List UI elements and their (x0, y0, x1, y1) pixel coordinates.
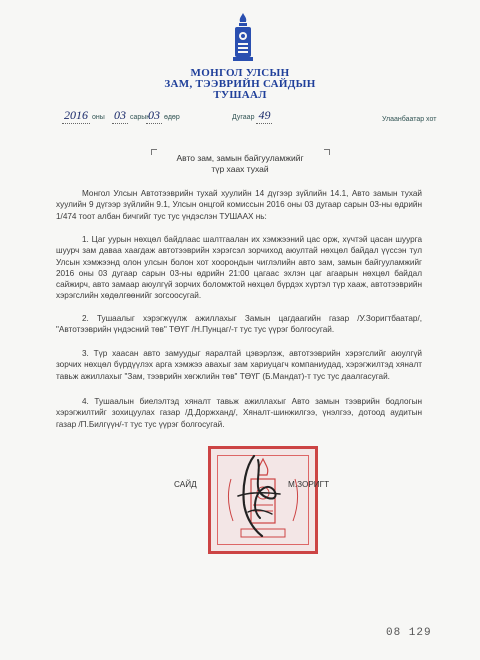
paragraph-4: 4. Тушаалын биелэлтэд хяналт тавьж ажиллахыг Авто замын тээврийн бодлогын хэрэгжилтийг зохицуулах газар /Д.Доржханд/, Хяналт-шинжилгээ, үнэлгээ, дотоод аудитын газар /П.Билгүүн/-т тус тус үүрэг болгосугай. (56, 397, 422, 429)
number-label: Дугаар (232, 114, 255, 121)
paragraph-3: 3. Түр хаасан авто замуудыг яаралтай цэвэрлэж, автотээврийн хэрэгслийг аюулгүй зорчих нөхцөл бүрдүүлэх арга хэмжээ авахыг зам хариуцагч компаниудад, хэрэгжилтэд хяналт тавьж ажиллахыг "Зам, тээврийн хөгжлийн төв" ТӨҮГ (Б.Мандат)-т тус тус даалгасугай. (56, 349, 422, 381)
number-value: 49 (258, 108, 271, 122)
date-day (146, 108, 180, 124)
year-suffix: оны (91, 114, 105, 121)
date-month (112, 108, 150, 124)
day-suffix: өдөр (163, 114, 180, 121)
order-number (232, 108, 272, 124)
header-line-1: МОНГОЛ УЛСЫН (190, 67, 290, 79)
paragraph-preamble: Монгол Улсын Автотээврийн тухай хуулийн 14 дүгээр зүйлийн 14.1, Авто замын тухай хуулийн 9 дүгээр зүйлийн 9.1, Улсын онцгой комиссын 2016 оны 03 дугаар сарын 03-ны өдрийн 1/474 тоот албан бичгийг тус тус үндэслэн ТУШААХ нь: (56, 189, 422, 221)
signer-name: М.ЗОРИГТ (288, 480, 330, 489)
header-line-3: ТУШААЛ (213, 89, 267, 101)
city-label: Улаанбаатар хот (382, 116, 437, 123)
month-value: 03 (114, 108, 126, 122)
header-line-2: ЗАМ, ТЭЭВРИЙН САЙДЫН (164, 78, 316, 90)
date-year (62, 108, 105, 124)
month-suffix: сарын (129, 114, 151, 121)
handwritten-signature (224, 452, 294, 548)
paragraph-1: 1. Цаг уурын нөхцөл байдлаас шалтгаалан их хэмжээний цас орж, хүчтэй цасан шуурга шуурч зам даваа хаагдаж автотээврийн хэрэгсэл зорчиход аюултай нөхцөл байдал үүссэн тул Улсын хэмжээнд олон улсын болон хот хоорондын чиглэлийн авто зам, замын байгууламжийг 2016 оны 03 дугаар сарын 03-ны өдрийн 21:00 цагаас эхлэн цаг агаарын нөхцөл байдал сайжирч, авто замаар аюулгүй зорчих боломжтой нөхцөл бүрдэх хүртэл түр хааж, автотээврийн хэрэгслийн хөдөлгөөнийг зогсоосугай. (56, 235, 422, 301)
year-value: 2016 (64, 108, 88, 122)
doc-title-line-2: түр хаах тухай (211, 164, 269, 174)
doc-title-line-1: Авто зам, замын байгууламжийг (176, 153, 304, 163)
state-emblem-icon (231, 12, 255, 62)
paragraph-2: 2. Тушаалыг хэрэгжүүлж ажиллахыг Замын цагдаагийн газар /У.Зоригтбаатар/, "Автотээврийн үндэсний төв" ТӨҮГ /Н.Пунцаг/-т тус тус үүрэг болгосугай. (56, 314, 422, 335)
footer-number: 08 129 (386, 627, 432, 639)
day-value: 03 (148, 108, 160, 122)
signature-title: САЙД (174, 480, 197, 489)
